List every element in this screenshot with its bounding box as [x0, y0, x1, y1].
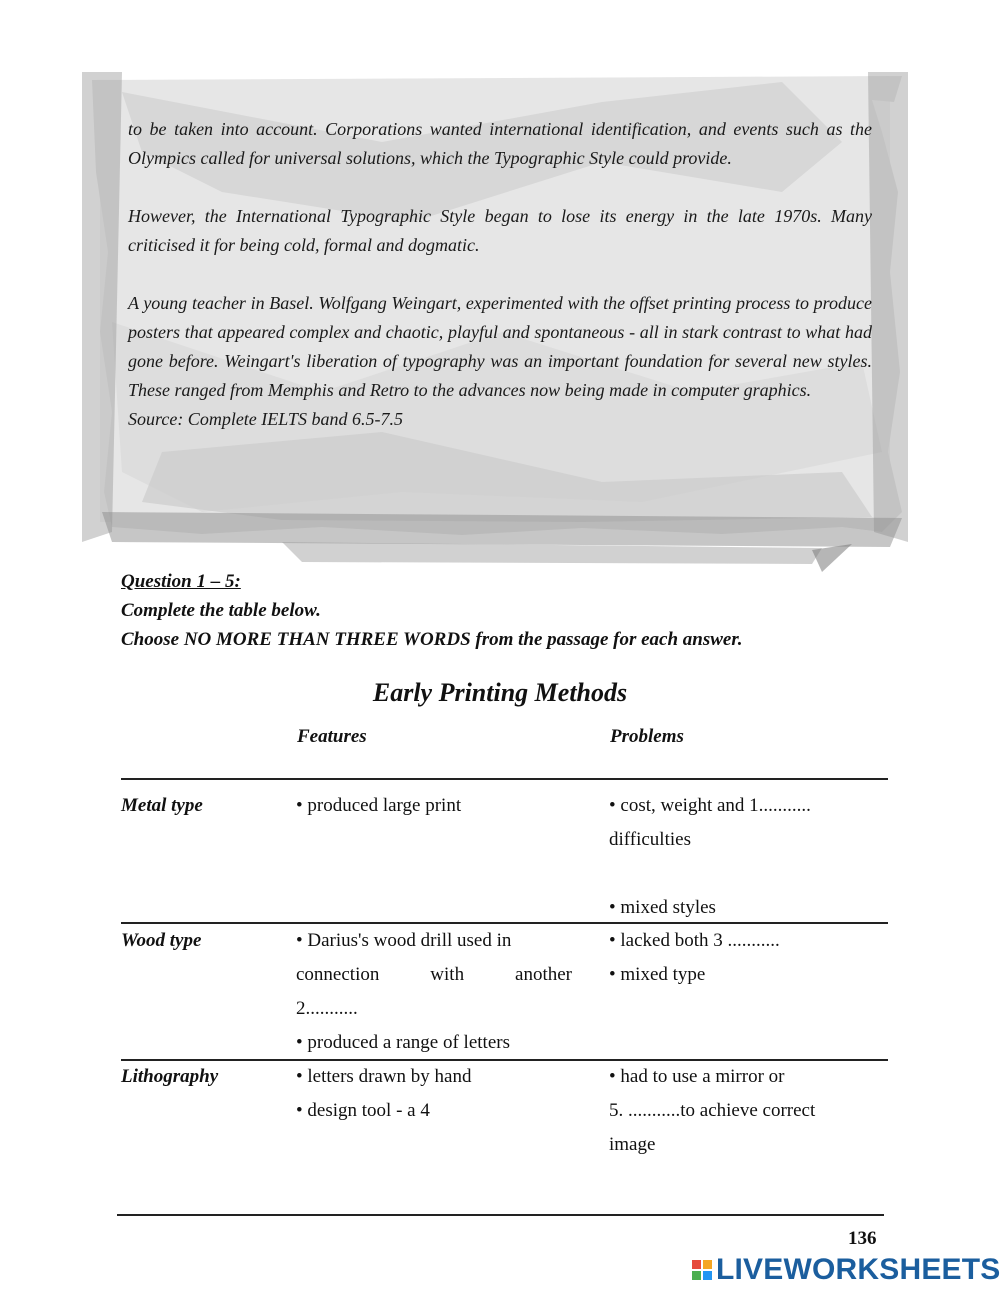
logo-square [703, 1260, 712, 1269]
cell-line: • mixed styles [609, 897, 716, 918]
reading-passage [128, 115, 872, 434]
problems-cell [609, 924, 780, 992]
cell-line: • design tool - a 4 [296, 1100, 430, 1121]
cell-line: difficulties [609, 829, 691, 850]
cell-line: • produced a range of letters [296, 1032, 510, 1053]
cell-line: • lacked both 3 ........... [609, 930, 780, 951]
problems-header: Problems [610, 726, 684, 747]
row-label-wood-type: Wood type [121, 930, 202, 951]
cell-line: • produced large print [296, 795, 462, 816]
logo-square [692, 1260, 701, 1269]
cell-line: • mixed type [609, 964, 706, 985]
features-cell [296, 924, 572, 1060]
instruction-line: Choose NO MORE THAN THREE WORDS from the passage for each answer. [121, 629, 743, 650]
cell-line: • letters drawn by hand [296, 1066, 472, 1087]
question-title: Question 1 – 5: [121, 571, 241, 592]
cell-line: 5. ...........to achieve correct [609, 1100, 816, 1121]
logo-squares-icon [692, 1260, 712, 1280]
question-instructions [121, 567, 881, 654]
cell-line: • had to use a mirror or [609, 1066, 785, 1087]
word: connection [296, 964, 380, 985]
passage-paragraph: to be taken into account. Corporations wanted international identification, and events such as the Olympics called for universal solutions, which the Typographic Style could provide. [128, 119, 872, 168]
page-number: 136 [848, 1228, 877, 1249]
logo-square [703, 1271, 712, 1280]
passage-paragraph: However, the International Typographic Style began to lose its energy in the late 1970s. Many criticised it for being cold, formal and dogmatic. [128, 206, 872, 255]
problems-cell [609, 1060, 815, 1162]
word: with [430, 964, 465, 985]
footer-rule [117, 1214, 884, 1216]
cell-line [296, 958, 572, 992]
table-divider [121, 778, 888, 780]
table-title: Early Printing Methods [372, 678, 628, 707]
problems-cell [609, 789, 811, 925]
features-header: Features [297, 726, 367, 747]
cell-line: • Darius's wood drill used in [296, 930, 512, 951]
brand-name: LIVEWORKSHEETS [716, 1253, 1000, 1286]
passage-source: Source: Complete IELTS band 6.5-7.5 [128, 409, 403, 429]
row-label-metal-type: Metal type [121, 795, 203, 816]
row-label-lithography: Lithography [121, 1066, 219, 1087]
cell-line: • cost, weight and 1........... [609, 795, 811, 816]
passage-paragraph: A young teacher in Basel. Wolfgang Weingart, experimented with the offset printing process to produce posters that appeared complex and chaotic, playful and spontaneous - all in stark contrast to what had gone before. Weingart's liberation of typography was an important foundation for several new styles. These ranged from Memphis and Retro to the advances now being made in computer graphics. [128, 293, 872, 400]
instruction-line: Complete the table below. [121, 600, 321, 621]
liveworksheets-logo[interactable] [692, 1253, 1000, 1287]
features-cell [296, 1060, 472, 1128]
features-cell [296, 789, 461, 823]
logo-square [692, 1271, 701, 1280]
cell-line: 2........... [296, 998, 358, 1019]
cell-line: image [609, 1134, 656, 1155]
word: another [515, 964, 572, 985]
